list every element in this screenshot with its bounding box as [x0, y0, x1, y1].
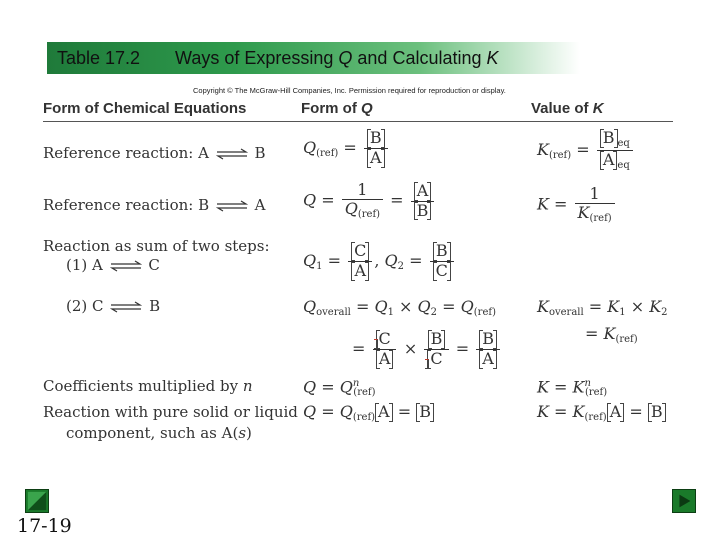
column-header-value-k: Value of K: [531, 100, 604, 117]
table-number: Table 17.2: [57, 47, 141, 68]
row-pure-component-line1: Reaction with pure solid or liquid: [43, 403, 298, 421]
q-overall-expression: $Q_{overall} = Q_1 \times Q_2 = Q_{(ref)}$: [303, 297, 496, 318]
copyright-notice: Copyright © The McGraw-Hill Companies, Inc. Permission required for reproduction or display.: [193, 86, 506, 95]
column-header-form-q: Form of Q: [301, 100, 373, 117]
row-step2-equation: (2) C B: [66, 297, 161, 315]
row-pure-component-line2: component, such as A(s): [66, 424, 252, 442]
equilibrium-arrow-icon: [216, 200, 248, 212]
row-step1-equation: (1) A C: [66, 256, 160, 274]
equilibrium-arrow-icon: [216, 148, 248, 160]
table-title: Ways of Expressing Q and Calculating K: [175, 47, 499, 68]
table-title-bar: [47, 42, 580, 74]
k-overall-equals-kref: = $K_{(ref)}$: [585, 324, 638, 345]
row-reference-ba-equation: Reference reaction: B A: [43, 196, 266, 214]
q-pure-component-expression: $Q = Q_{(ref)}$ A = B: [303, 404, 434, 423]
q1-q2-expression: $Q_1$ = $\frac{C}{A}$ , $Q_2$ = $\frac{B}{C}$: [303, 243, 456, 280]
slide-number: 17-19: [17, 515, 72, 537]
k-power-n-expression: $K = K^n_{(ref)}$: [537, 377, 608, 399]
q-ref-expression: $Q_{(ref)}$ = $\frac{B}{A}$: [303, 130, 390, 167]
row-reference-ab-equation: Reference reaction: A B: [43, 144, 266, 162]
equilibrium-arrow-icon: [110, 301, 142, 313]
k-ref-expression: $K_{(ref)}$ = $\frac{B _{eq}}{A _{eq}}$: [537, 130, 635, 171]
row-two-steps-label: Reaction as sum of two steps:: [43, 237, 270, 255]
q-power-n-expression: $Q = Q^n_{(ref)}$: [303, 377, 376, 399]
header-rule: [43, 121, 673, 122]
equilibrium-arrow-icon: [110, 260, 142, 272]
row-coefficients-label: Coefficients multiplied by n: [43, 377, 253, 395]
k-pure-component-expression: $K = K_{(ref)}$ A = B: [537, 404, 666, 423]
back-triangle-icon: [26, 490, 48, 512]
cancelled-product-expression: = $\frac{C}{A}$ × $\frac{B}{C}$ = $\frac{B}{A}$: [352, 331, 502, 368]
k-reverse-expression: K = $\frac{1}{K_{(ref)}}$: [537, 186, 617, 224]
k-overall-expression: $K_{overall} = K_1 \times K_2$: [537, 297, 668, 318]
next-slide-button[interactable]: [672, 489, 696, 513]
q-reverse-expression: Q = $\frac{1}{Q_{(ref)}}$ = $\frac{A}{B}$: [303, 182, 436, 220]
previous-slide-button[interactable]: [25, 489, 49, 513]
column-header-equations: Form of Chemical Equations: [43, 100, 247, 117]
play-forward-icon: [673, 490, 695, 512]
